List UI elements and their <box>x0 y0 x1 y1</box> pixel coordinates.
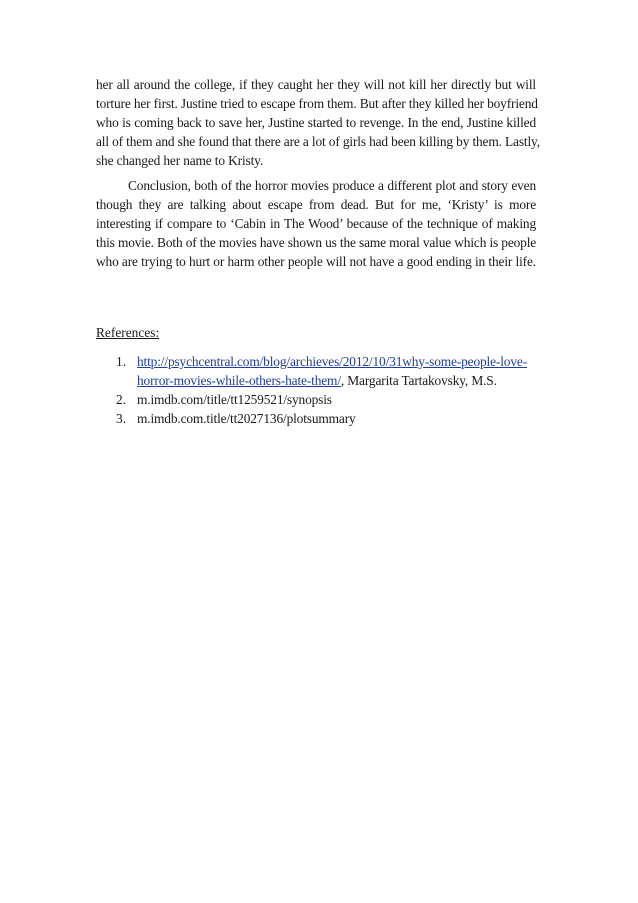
paragraph-line: her all around the college, if they caught her they will not kill her directly but will <box>96 77 536 92</box>
paragraph-line: Conclusion, both of the horror movies produce a different plot and story even <box>128 178 536 193</box>
reference-link[interactable]: http://psychcentral.com/blog/archieves/2012/10/31why-some-people-love- <box>137 354 527 369</box>
paragraph-line: torture her first. Justine tried to escape from them. But after they killed her boyfriend <box>96 96 538 111</box>
paragraph-line: though they are talking about escape from dead. But for me, ‘Kristy’ is more <box>96 197 536 212</box>
paragraph-line: who is coming back to save her, Justine started to revenge. In the end, Justine killed <box>96 115 536 130</box>
references-heading: References: <box>96 325 160 340</box>
reference-author: , Margarita Tartakovsky, M.S. <box>340 373 497 388</box>
paragraph-line: she changed her name to Kristy. <box>96 153 264 168</box>
reference-number: 3. <box>116 411 127 426</box>
reference-number: 2. <box>116 392 127 407</box>
reference-item: m.imdb.com.title/tt2027136/plotsummary <box>137 411 356 426</box>
reference-item: m.imdb.com/title/tt1259521/synopsis <box>137 392 332 407</box>
paragraph-line: who are trying to hurt or harm other people will not have a good ending in their life. <box>96 254 536 269</box>
paragraph-line: interesting if compare to ‘Cabin in The Wood’ because of the technique of making <box>96 216 536 231</box>
paragraph-line: all of them and she found that there are a lot of girls had been killing by them. Lastly, <box>96 134 540 149</box>
reference-link[interactable]: horror-movies-while-others-hate-them/ <box>137 373 341 388</box>
paragraph-line: this movie. Both of the movies have shown us the same moral value which is people <box>96 235 537 250</box>
reference-item-continued <box>137 372 497 390</box>
reference-number: 1. <box>116 354 127 369</box>
reference-item <box>137 353 527 371</box>
